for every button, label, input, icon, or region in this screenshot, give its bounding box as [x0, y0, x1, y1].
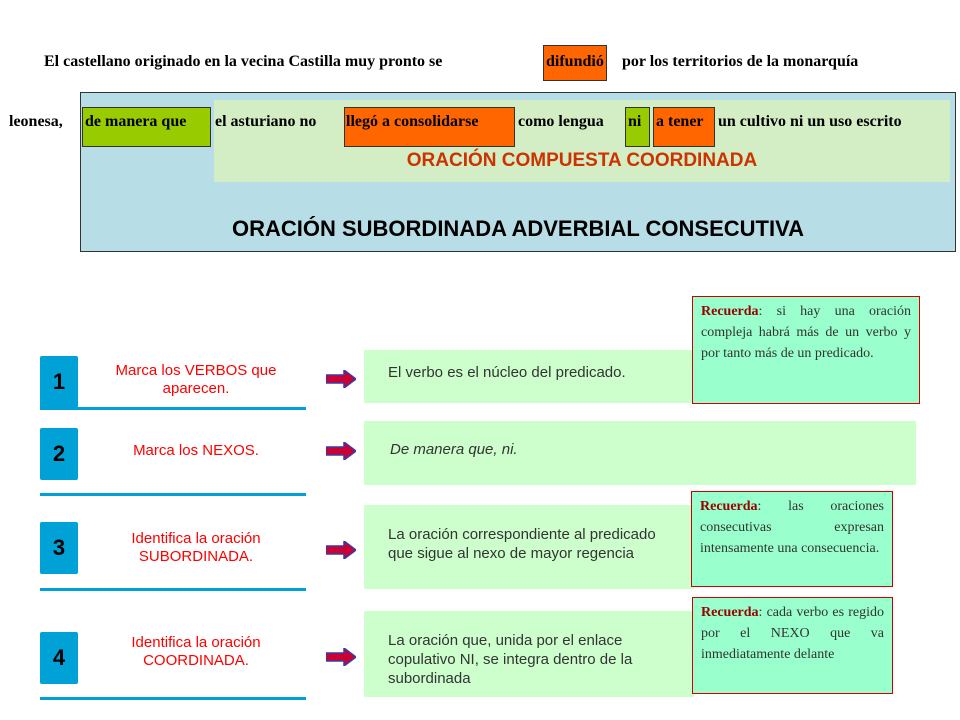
step-instruction-2: Marca los NEXOS. [133, 442, 259, 459]
arrow-right-icon [326, 442, 356, 460]
step-underline-3 [40, 588, 306, 591]
step-answer-3: La oración correspondiente al predicado que sigue al nexo de mayor regencia [364, 505, 694, 589]
sentence-line1-prefix: El castellano originado en la vecina Castilla muy pronto se [44, 53, 443, 70]
sentence-line2-end: un cultivo ni un uso escrito [718, 113, 902, 130]
note-recuerda-2 [691, 491, 893, 587]
nexus-ni: ni [628, 113, 642, 130]
step-answer-2: De manera que, ni. [364, 421, 916, 485]
note-text: : si hay una oración compleja habrá más de un verbo y por tanto más de un predicado. [701, 304, 911, 361]
nexus-de-manera-que: de manera que [85, 113, 187, 130]
subordinate-clause-title: ORACIÓN SUBORDINADA ADVERBIAL CONSECUTIVA [231, 216, 805, 241]
note-text: : cada verbo es regido por el NEXO que va inmediatamente delante [701, 605, 884, 662]
sentence-line2-start: leonesa, [9, 113, 63, 130]
sentence-line-1 [0, 43, 960, 83]
verb-llego-a-consolidarse: llegó a consolidarse [346, 113, 479, 130]
step-underline-4 [40, 697, 306, 700]
step-underline-1 [40, 407, 306, 410]
step-underline-2 [40, 493, 306, 496]
note-label: Recuerda [701, 605, 759, 620]
note-label: Recuerda [700, 499, 758, 514]
verb-a-tener: a tener [656, 113, 704, 130]
sentence-line2-part2: como lengua [518, 113, 604, 130]
step-number-3: 3 [40, 522, 78, 574]
arrow-right-icon [326, 541, 356, 559]
arrow-right-icon [326, 648, 356, 666]
step-number-1: 1 [40, 356, 78, 408]
step-number-2: 2 [40, 428, 78, 480]
step-instruction-1: Marca los VERBOS que aparecen. [115, 362, 277, 397]
step-instruction-4: Identifica la oración COORDINADA. [131, 634, 261, 669]
step-instruction-3: Identifica la oración SUBORDINADA. [131, 530, 261, 565]
step-answer-1: El verbo es el núcleo del predicado. [364, 350, 694, 403]
note-text: : las oraciones consecutivas expresan intensamente una consecuencia. [700, 499, 884, 556]
note-recuerda-1 [692, 296, 920, 404]
note-recuerda-3 [692, 597, 893, 694]
note-label: Recuerda [701, 304, 759, 319]
sentence-line1-suffix: por los territorios de la monarquía [622, 53, 859, 70]
arrow-right-icon [326, 370, 356, 388]
sentence-line2-part1: el asturiano no [215, 113, 317, 130]
step-number-4: 4 [40, 632, 78, 684]
coordinate-clause-title: ORACIÓN COMPUESTA COORDINADA [406, 150, 758, 171]
verb-difundio: difundió [543, 45, 607, 81]
step-answer-4: La oración que, unida por el enlace copulativo NI, se integra dentro de la subordinada [364, 611, 694, 697]
